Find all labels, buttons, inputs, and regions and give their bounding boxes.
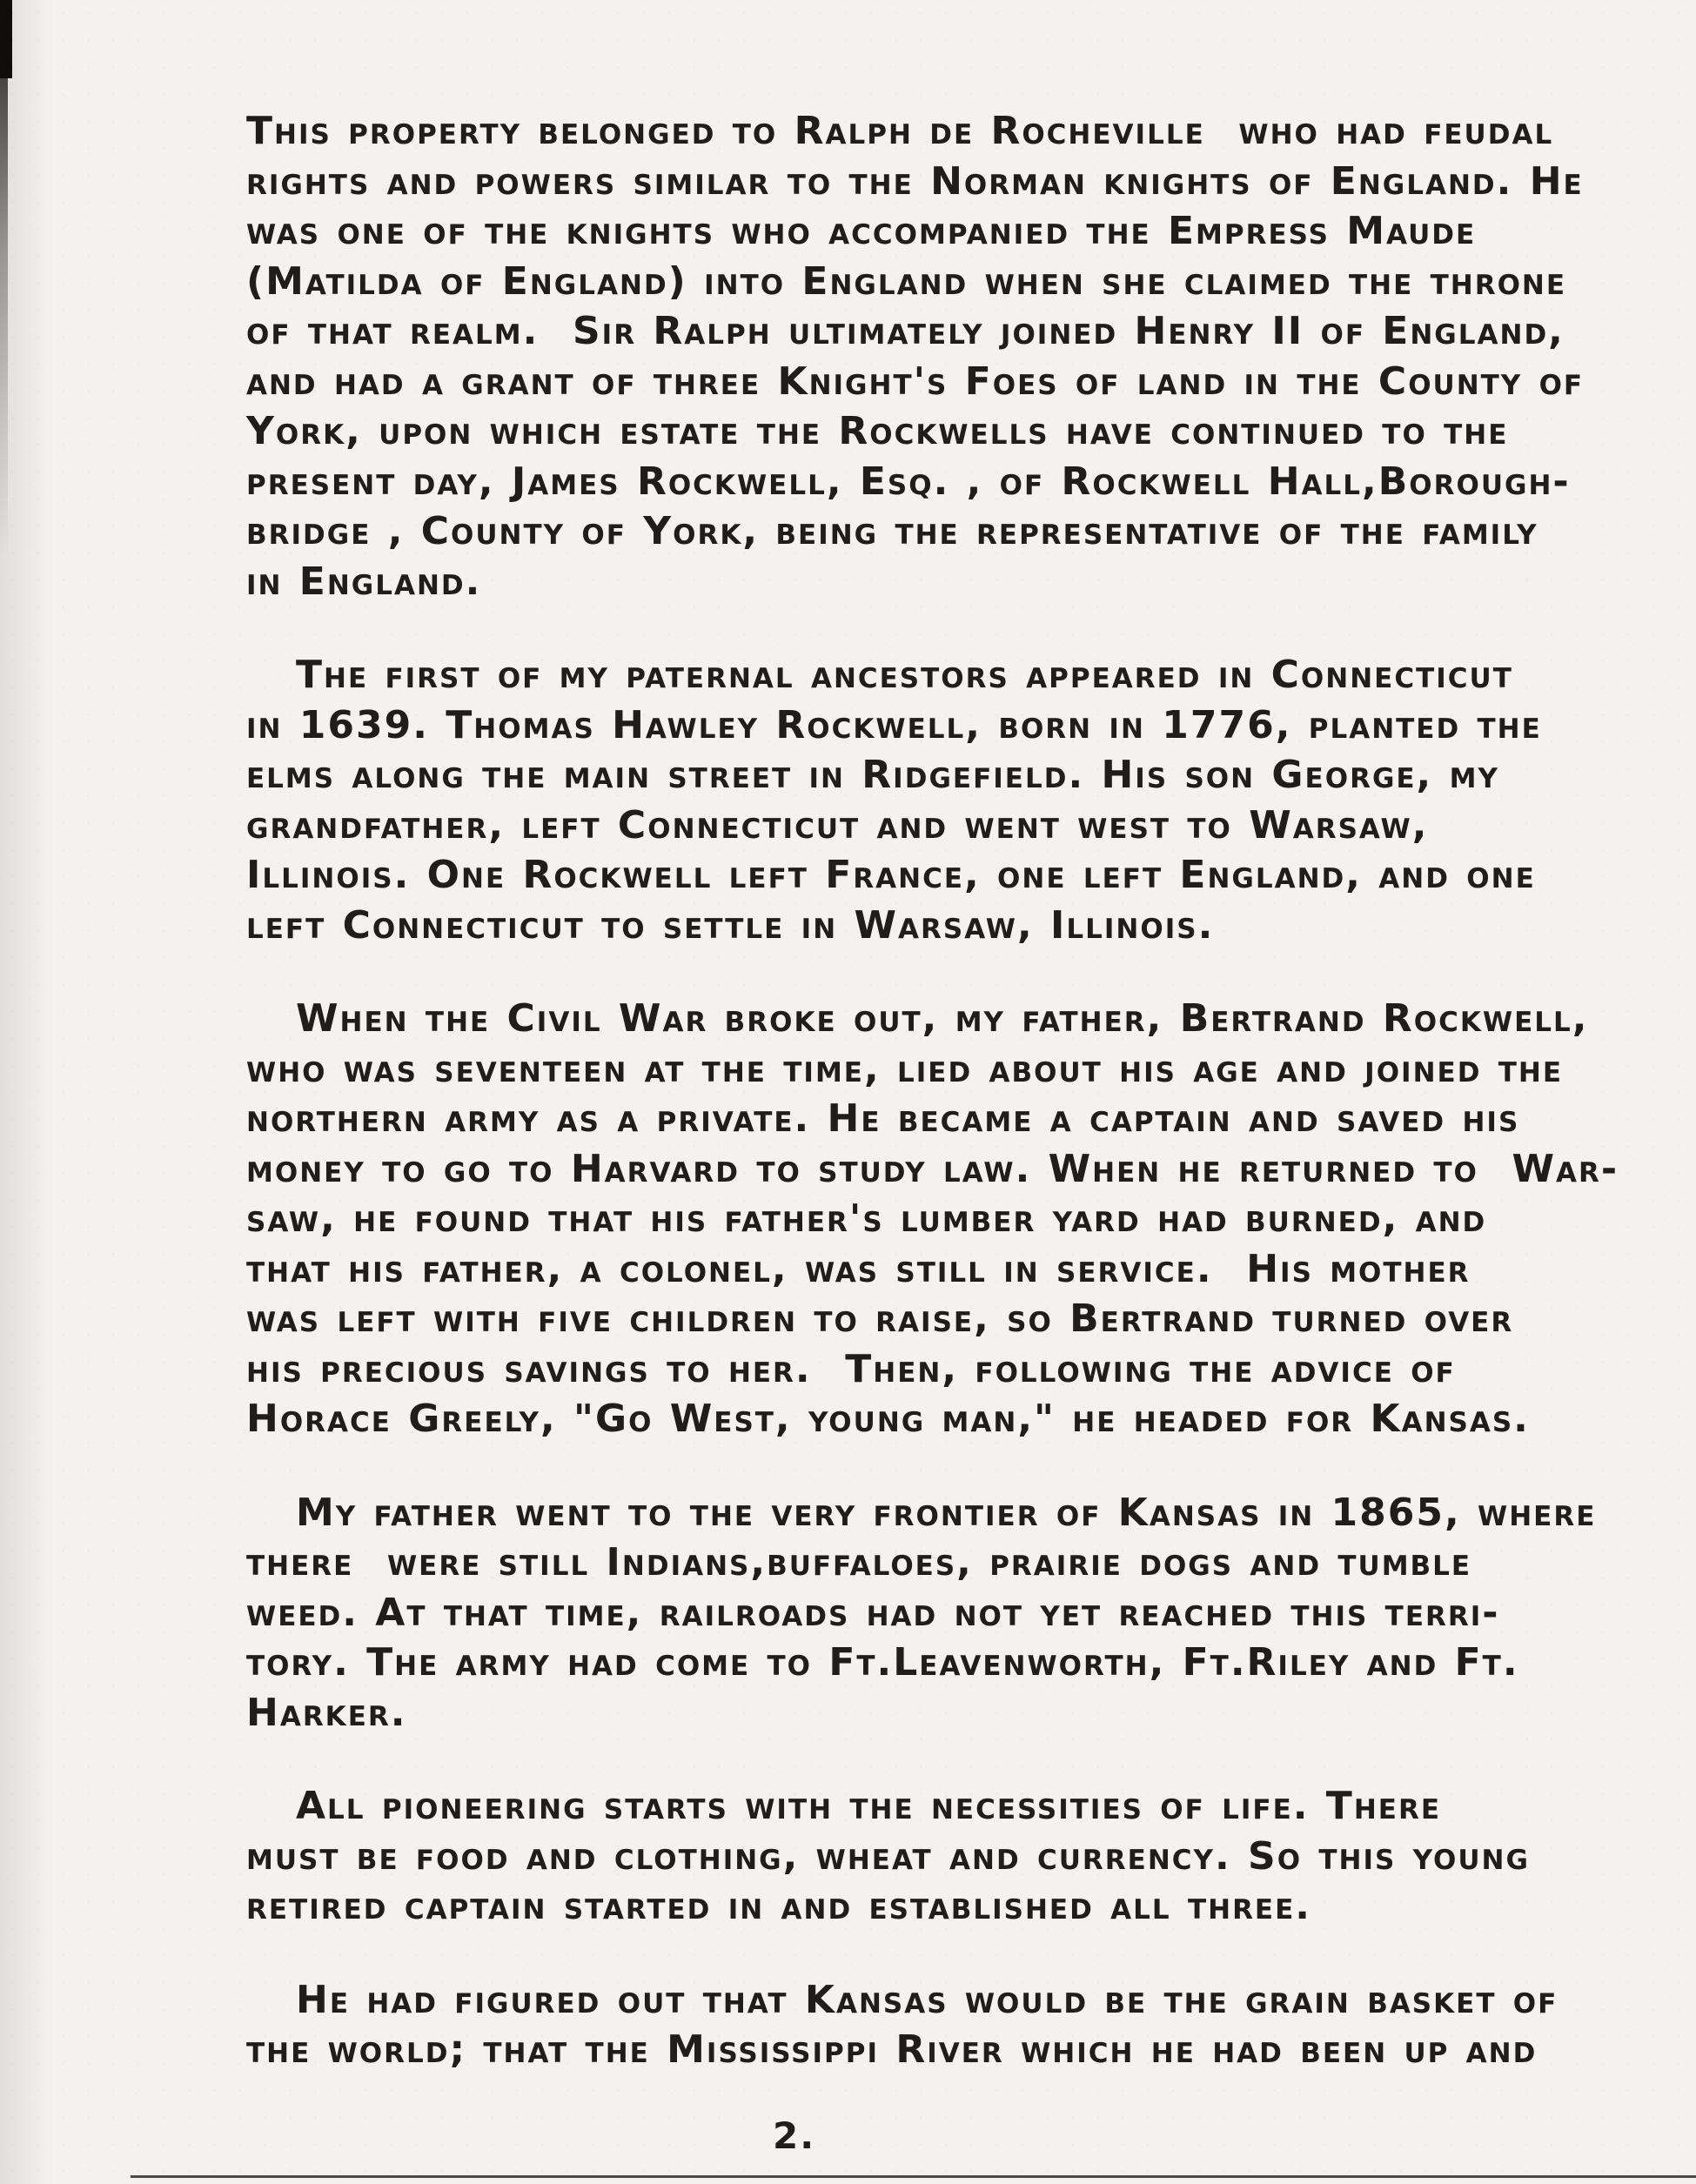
text-line: in England. (246, 559, 482, 604)
paragraph-1 (246, 106, 1604, 606)
text-line: The first of my paternal ancestors appeared in Connecticut (296, 653, 1513, 697)
text-line: present day, James Rockwell, Esq. , of Rockwell Hall,Borough- (246, 459, 1571, 504)
paragraph-6 (246, 1975, 1604, 2075)
paragraph-2 (246, 650, 1604, 950)
text-line: weed. At that time, railroads had not yet reached this terri- (246, 1590, 1500, 1635)
text-line: bridge , County of York, being the representative of the family (246, 509, 1538, 553)
text-line: Illinois. One Rockwell left France, one left England, and one (246, 853, 1536, 897)
text-line: who was seventeen at the time, lied about his age and joined the (246, 1046, 1564, 1091)
text-line: his precious savings to her. Then, following the advice of (246, 1346, 1456, 1391)
paragraph-3 (246, 994, 1619, 1444)
paragraph-5 (246, 1781, 1604, 1932)
text-line: He had figured out that Kansas would be the grain basket of (296, 1977, 1559, 2022)
text-line: (Matilda of England) into England when she claimed the throne (246, 258, 1567, 304)
text-line: All pioneering starts with the necessities of life. There (296, 1784, 1441, 1828)
text-line: elms along the main street in Ridgefield. His son George, my (246, 753, 1499, 797)
page-number: 2. (773, 2114, 816, 2157)
left-edge-shadow (0, 0, 52, 2184)
text-line: rights and powers similar to the Norman knights of England. He (246, 158, 1584, 204)
text-line: Harker. (246, 1690, 407, 1735)
typewritten-text-block (246, 106, 1619, 2075)
text-line: Horace Greely, "Go West, young man," he headed for Kansas. (246, 1397, 1530, 1441)
text-line: retired captain started in and established all three. (246, 1884, 1312, 1928)
text-line: When the Civil War broke out, my father, Bertrand Rockwell, (296, 996, 1589, 1041)
bottom-scan-line (131, 2175, 1696, 2178)
text-line: the world; that the Mississippi River which he had been up and (246, 2027, 1538, 2072)
text-line: York, upon which estate the Rockwells have continued to the (246, 409, 1509, 453)
text-line: This property belonged to Ralph de Rocheville who had feudal (246, 109, 1554, 153)
text-line: that his father, a colonel, was still in service. His mother (246, 1246, 1471, 1291)
text-line: tory. The army had come to Ft.Leavenworth, Ft.Riley and Ft. (246, 1640, 1519, 1685)
text-line: and had a grant of three Knight's Foes of land in the County of (246, 358, 1585, 404)
text-line: was one of the knights who accompanied the Empress Maude (246, 209, 1477, 253)
paragraph-4 (246, 1488, 1604, 1738)
text-line: in 1639. Thomas Hawley Rockwell, born in 1776, planted the (246, 702, 1542, 747)
top-left-scan-mark (0, 0, 12, 78)
text-line: saw, he found that his father's lumber yard had burned, and (246, 1196, 1487, 1241)
text-line: My father went to the very frontier of Kansas in 1865, where (296, 1490, 1597, 1535)
left-edge-scan-smudge (0, 0, 8, 557)
text-line: money to go to Harvard to study law. When he returned to War- (246, 1146, 1619, 1191)
text-line: grandfather, left Connecticut and went west to Warsaw, (246, 802, 1429, 847)
text-line: left Connecticut to settle in Warsaw, Illinois. (246, 902, 1215, 948)
text-line: was left with five children to raise, so Bertrand turned over (246, 1296, 1514, 1341)
text-line: there were still Indians,buffaloes, prairie dogs and tumble (246, 1540, 1472, 1584)
text-line: must be food and clothing, wheat and currency. So this young (246, 1833, 1530, 1879)
text-line: northern army as a private. He became a captain and saved his (246, 1096, 1520, 1141)
text-line: of that realm. Sir Ralph ultimately joined Henry II of England, (246, 309, 1565, 353)
